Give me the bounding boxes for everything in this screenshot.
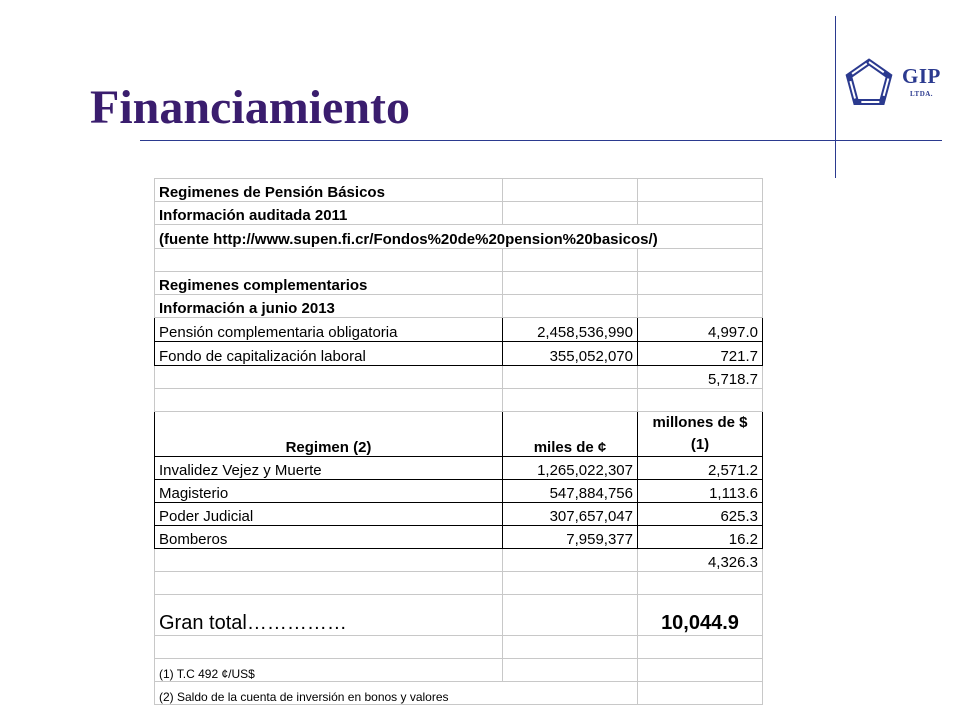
table-row [155, 526, 763, 549]
row-miles: 307,657,047 [503, 503, 638, 526]
row-millones: 1,113.6 [638, 480, 763, 503]
table-row [155, 272, 763, 295]
grand-total-value: 10,044.9 [638, 595, 763, 636]
row-label: Invalidez Vejez y Muerte [155, 457, 503, 480]
gip-logo [844, 58, 942, 108]
table-row [155, 179, 763, 202]
subtotal: 4,326.3 [638, 549, 763, 572]
logo-name: GIP [902, 64, 941, 88]
header-miles: miles de ¢ [503, 412, 638, 457]
row-millones: 625.3 [638, 503, 763, 526]
table-row [155, 480, 763, 503]
header-millones-line2: (1) [690, 436, 710, 453]
vertical-rule [835, 16, 836, 178]
table-row [155, 572, 763, 595]
row-miles: 2,458,536,990 [503, 318, 638, 342]
table-row [155, 366, 763, 389]
table-row [155, 549, 763, 572]
section2-title: Regimenes complementarios [155, 272, 503, 295]
row-label: Poder Judicial [155, 503, 503, 526]
header-millones [638, 412, 763, 457]
spreadsheet [154, 178, 763, 705]
table-row [155, 636, 763, 659]
pentagon-logo-icon [844, 58, 894, 108]
section1-subtitle: Información auditada 2011 [155, 202, 503, 225]
header-millones-line1: millones de $ [652, 414, 748, 431]
grand-total-label: Gran total…………… [155, 595, 503, 636]
row-label: Bomberos [155, 526, 503, 549]
table-row [155, 318, 763, 342]
row-millones: 16.2 [638, 526, 763, 549]
note-row [155, 682, 763, 705]
row-miles: 547,884,756 [503, 480, 638, 503]
row-label: Pensión complementaria obligatoria [155, 318, 503, 342]
table-row [155, 202, 763, 225]
table-row [155, 295, 763, 318]
header-regimen: Regimen (2) [155, 412, 503, 457]
logo-sub: LTDA. [910, 90, 934, 98]
row-miles: 355,052,070 [503, 342, 638, 366]
row-label: Magisterio [155, 480, 503, 503]
row-label: Fondo de capitalización laboral [155, 342, 503, 366]
table-row [155, 342, 763, 366]
page-title: Financiamiento [90, 81, 410, 134]
source-note: (fuente http://www.supen.fi.cr/Fondos%20de%20pension%20basicos/) [155, 225, 763, 249]
title-underline [140, 140, 942, 141]
subtotal: 5,718.7 [638, 366, 763, 389]
note-row [155, 659, 763, 682]
section1-title: Regimenes de Pensión Básicos [155, 179, 503, 202]
note-1: (1) T.C 492 ¢/US$ [155, 659, 503, 682]
row-millones: 4,997.0 [638, 318, 763, 342]
table-row [155, 225, 763, 249]
table-header-row [155, 412, 763, 457]
row-miles: 1,265,022,307 [503, 457, 638, 480]
grand-total-row [155, 595, 763, 636]
note-2: (2) Saldo de la cuenta de inversión en bonos y valores [155, 682, 638, 705]
table-row [155, 457, 763, 480]
row-millones: 2,571.2 [638, 457, 763, 480]
section2-subtitle: Información a junio 2013 [155, 295, 503, 318]
table-row [155, 249, 763, 272]
table-row [155, 389, 763, 412]
row-miles: 7,959,377 [503, 526, 638, 549]
table-row [155, 503, 763, 526]
row-millones: 721.7 [638, 342, 763, 366]
